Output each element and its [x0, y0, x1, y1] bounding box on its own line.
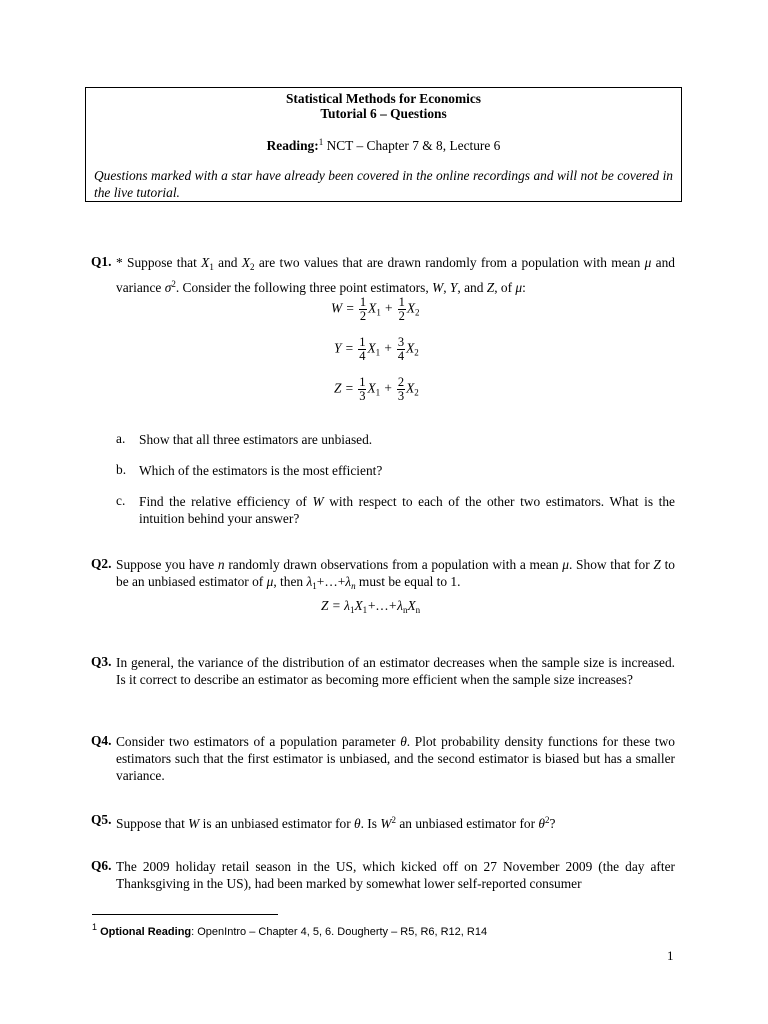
q1-text: * Suppose that $X_1$ and $X_2$ are two values that are drawn randomly from a population with mean μ and variance $\sigma^2$. Consider the following three point estimators, W, Y, and Z, of μ: — [116, 255, 676, 295]
footnote — [92, 922, 487, 938]
q4-number: Q4. — [91, 733, 112, 748]
reading-footnote-mark: 1 — [318, 137, 324, 147]
reading-label: Reading: — [266, 138, 319, 153]
q6-text: The 2009 holiday retail season in the US, which kicked off on 27 November 2009 (the day after Thanksgiving in the US), had been marked by somewhat lower self-reported consumer — [116, 859, 675, 891]
page-number: 1 — [667, 948, 674, 963]
q5-text: Suppose that W is an unbiased estimator for θ. Is $W^2$ an unbiased estimator for $\theta^2$? — [116, 815, 556, 831]
q1b-text: Which of the estimators is the most efficient? — [139, 463, 383, 478]
q1b-label: b. — [116, 462, 127, 477]
q1-equation-y: Y = $\frac{1}{4}$ $X_1$ + $\frac{3}{4}$ $X_2$ — [334, 335, 419, 363]
footnote-text: : OpenIntro – Chapter 4, 5, 6. Dougherty – R5, R6, R12, R14 — [191, 926, 488, 938]
q1a-label: a. — [116, 431, 126, 446]
q1c-text: Find the relative efficiency of W with respect to each of the other two estimators. What is the intuition behind your answer? — [139, 494, 675, 526]
reading-text: NCT – Chapter 7 & 8, Lecture 6 — [326, 138, 501, 153]
footnote-mark: 1 — [92, 922, 98, 932]
footnote-divider — [92, 914, 278, 915]
q2-text: Suppose you have n randomly drawn observations from a population with a mean μ. Show that for Z to be an unbiased estimator of μ, then $\lambda_1+\dots+\lambda_n$ must be equal to 1. — [116, 557, 675, 591]
q2-number: Q2. — [91, 556, 112, 571]
q1-equation-z: Z = $\frac{1}{3}$ $X_1$ + $\frac{2}{3}$ $X_2$ — [334, 375, 419, 403]
q1-number: Q1. — [91, 254, 112, 269]
course-title: Statistical Methods for Economics — [285, 91, 481, 106]
q1a-text: Show that all three estimators are unbiased. — [139, 432, 373, 447]
footnote-label: Optional Reading — [100, 926, 192, 938]
reading-line — [86, 137, 681, 154]
q2-equation: $Z = \lambda_1X_1+\dots+\lambda_nX_n$ — [321, 598, 421, 615]
header-note: Questions marked with a star have already been covered in the online recordings and will not be covered in the live tutorial. — [94, 168, 673, 200]
q1c-label: c. — [116, 493, 126, 508]
tutorial-title: Tutorial 6 – Questions — [320, 106, 447, 121]
q3-text: In general, the variance of the distribution of an estimator decreases when the sample size is increased. Is it correct to describe an estimator as becoming more efficient when the sample size increases? — [116, 655, 675, 687]
header-box — [85, 87, 682, 202]
q1-equation-w: W = $\frac{1}{2}$ $X_1$ + $\frac{1}{2}$ $X_2$ — [331, 295, 420, 323]
q6-number: Q6. — [91, 858, 112, 873]
q3-number: Q3. — [91, 654, 112, 669]
q5-number: Q5. — [91, 812, 112, 827]
q4-text: Consider two estimators of a population parameter θ. Plot probability density functions for these two estimators such that the first estimator is unbiased, and the second estimator is biased but has a smaller variance. — [116, 734, 675, 783]
